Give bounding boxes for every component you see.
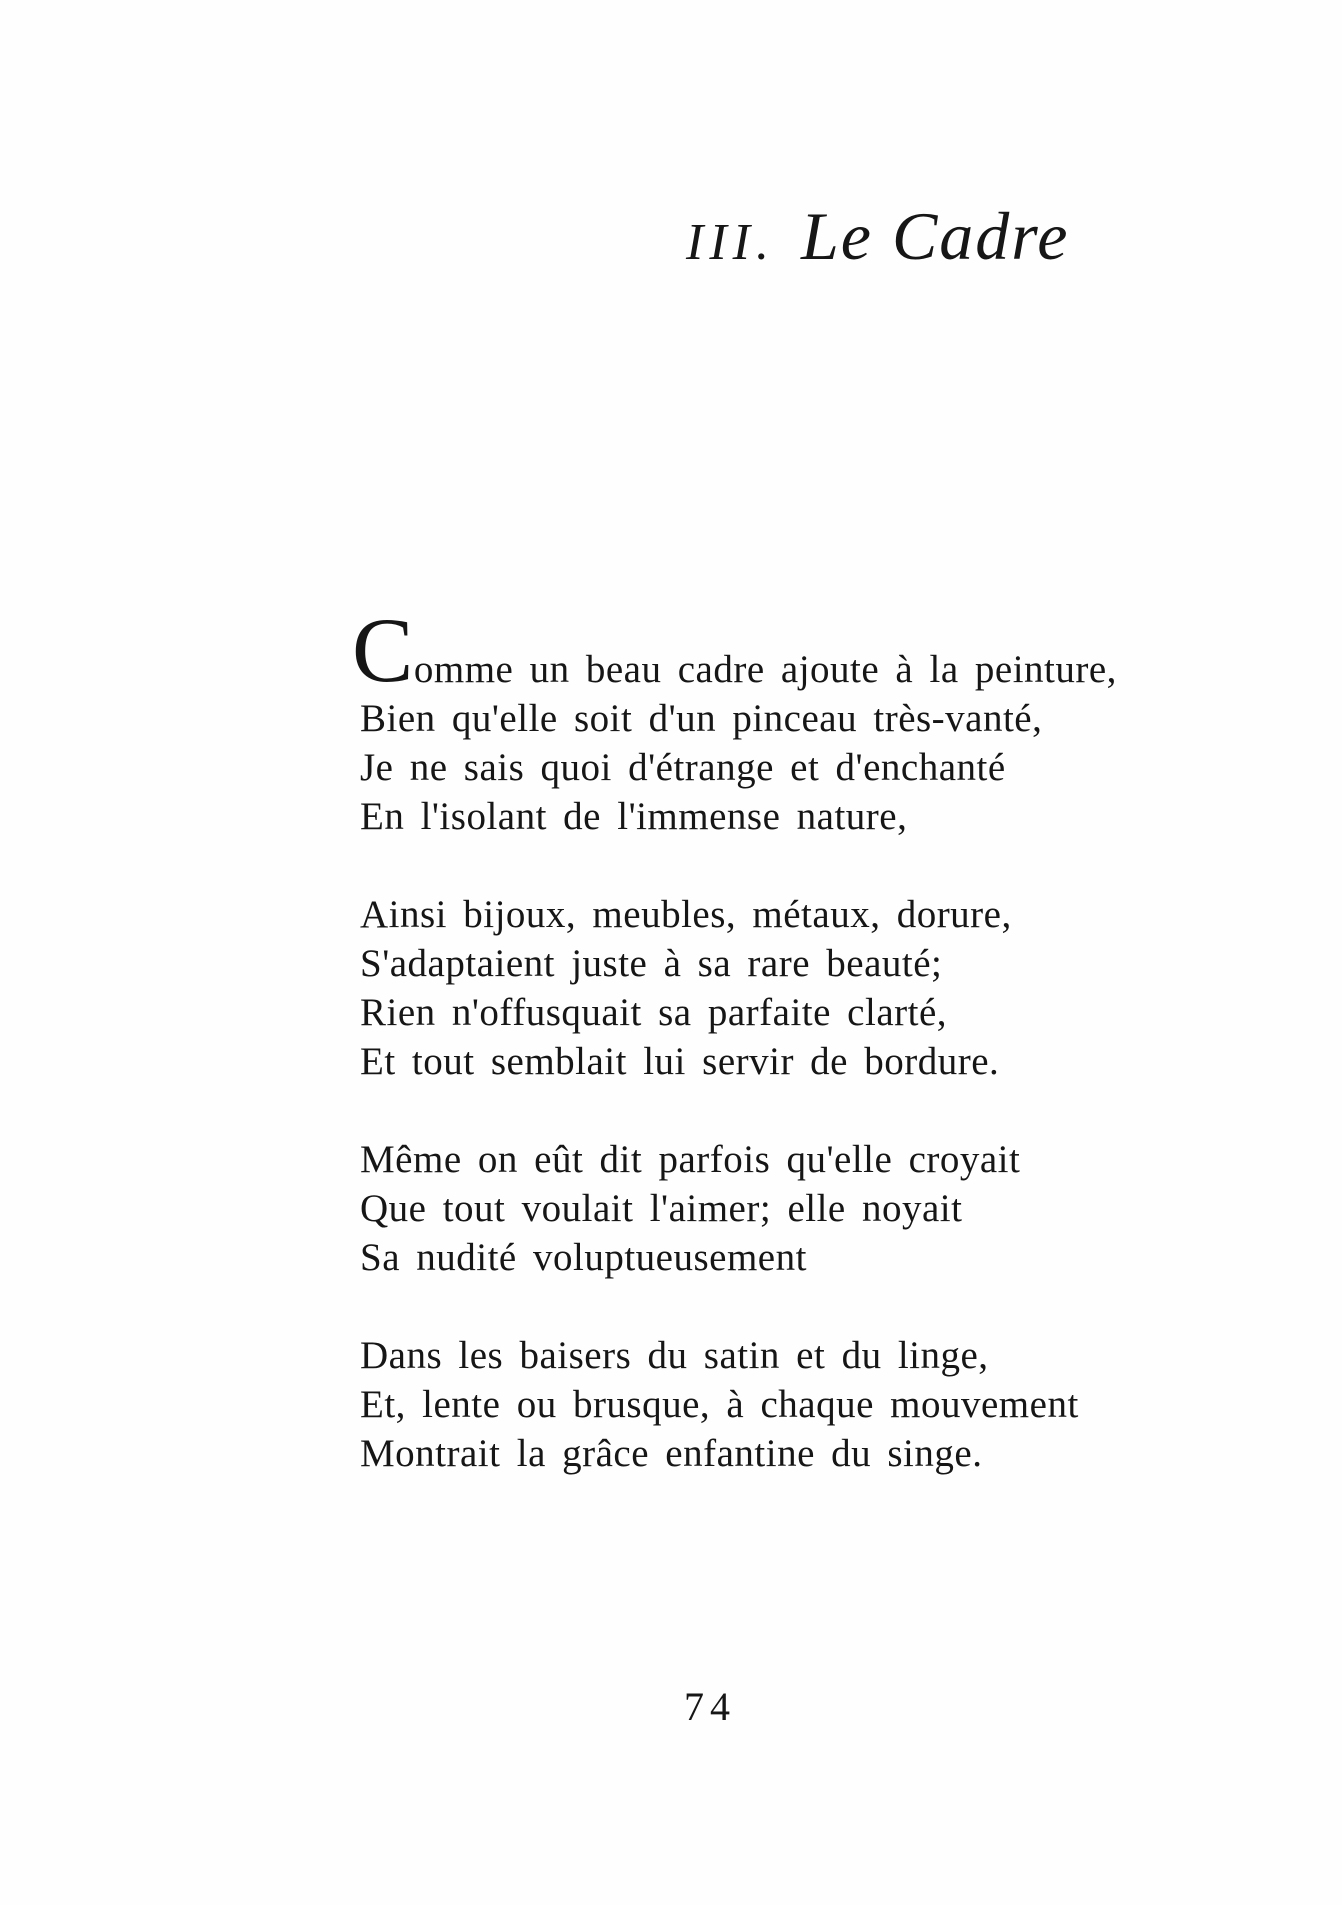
poem-line: Sa nudité voluptueusement <box>360 1236 807 1279</box>
stanza-4 <box>360 1331 1117 1478</box>
poem-line: Et, lente ou brusque, à chaque mouvement <box>360 1383 1079 1426</box>
poem-title <box>686 196 1069 283</box>
page-number: 74 <box>684 1684 736 1729</box>
poem-number: III. <box>686 214 775 271</box>
stanza-2 <box>360 890 1117 1086</box>
poem-title-text: Le Cadre <box>800 198 1070 274</box>
poem-line: Dans les baisers du satin et du linge, <box>360 1334 989 1377</box>
poem-line: Que tout voulait l'aimer; elle noyait <box>360 1187 963 1230</box>
poem-body <box>352 599 1117 1527</box>
drop-cap: C <box>352 599 414 701</box>
stanza-1 <box>352 599 1117 841</box>
poem-line: S'adaptaient juste à sa rare beauté; <box>360 942 943 985</box>
poem-line: Bien qu'elle soit d'un pinceau très-vanté, <box>360 697 1043 740</box>
poem-line: Et tout semblait lui servir de bordure. <box>360 1040 1000 1083</box>
poem-line: Montrait la grâce enfantine du singe. <box>360 1432 983 1475</box>
poem-line: Ainsi bijoux, meubles, métaux, dorure, <box>360 893 1012 936</box>
poem-line: Je ne sais quoi d'étrange et d'enchanté <box>360 746 1006 789</box>
poem-line: Rien n'offusquait sa parfaite clarté, <box>360 991 948 1034</box>
poem-line: Comme un beau cadre ajoute à la peinture, <box>352 599 1117 701</box>
poem-line: Même on eût dit parfois qu'elle croyait <box>360 1138 1021 1181</box>
stanza-3 <box>360 1135 1117 1282</box>
poem-line: En l'isolant de l'immense nature, <box>360 795 908 838</box>
